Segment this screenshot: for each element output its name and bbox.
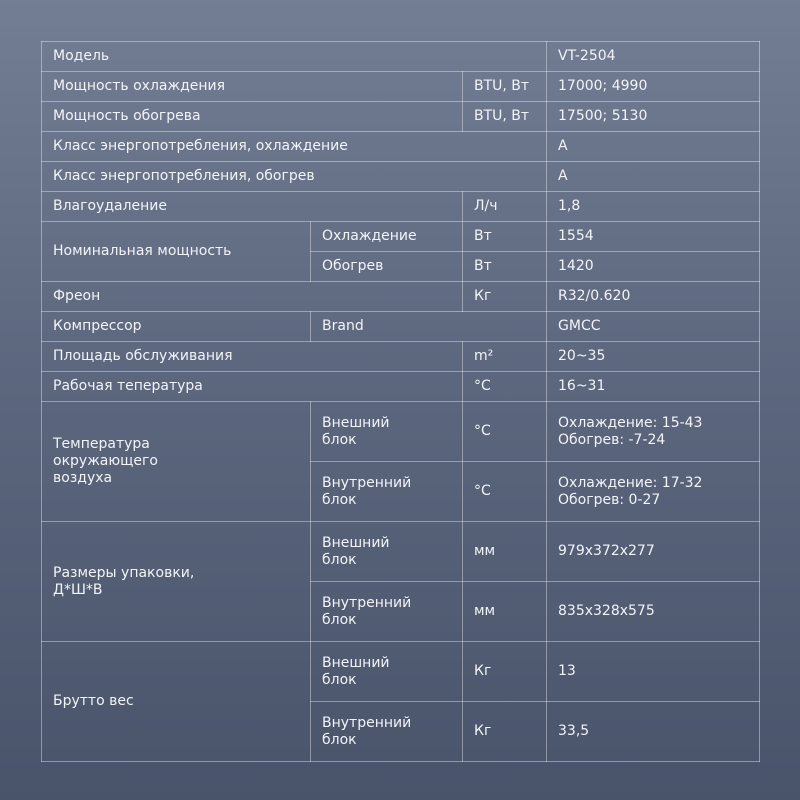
table-row-gross-weight-outdoor: [42, 642, 760, 702]
energy-class-cooling-label: Класс энергопотребления, охлаждение: [42, 132, 547, 162]
ambient-temp-indoor-unit: °C: [463, 462, 547, 522]
model-label: Модель: [42, 42, 547, 72]
energy-class-heating-label: Класс энергопотребления, обогрев: [42, 162, 547, 192]
table-row-model: [42, 42, 760, 72]
compressor-label: Компрессор: [42, 312, 311, 342]
dehumidification-unit: Л/ч: [463, 192, 547, 222]
refrigerant-value: R32/0.620: [547, 282, 760, 312]
service-area-unit: m²: [463, 342, 547, 372]
table-row-refrigerant: [42, 282, 760, 312]
nominal-power-heating-value: 1420: [547, 252, 760, 282]
energy-class-cooling-value: A: [547, 132, 760, 162]
heating-power-value: 17500; 5130: [547, 102, 760, 132]
cooling-power-value: 17000; 4990: [547, 72, 760, 102]
service-area-value: 20~35: [547, 342, 760, 372]
gross-weight-outdoor-value: 13: [547, 642, 760, 702]
gross-weight-indoor-unit: Кг: [463, 702, 547, 762]
table-row-heating-power: [42, 102, 760, 132]
cooling-power-label: Мощность охлаждения: [42, 72, 463, 102]
compressor-value: GMCC: [547, 312, 760, 342]
ambient-temp-outdoor-value: Охлаждение: 15-43 Обогрев: -7-24: [547, 402, 760, 462]
operating-temp-unit: °C: [463, 372, 547, 402]
refrigerant-label: Фреон: [42, 282, 463, 312]
table-row-nominal-power-cooling: [42, 222, 760, 252]
heating-power-label: Мощность обогрева: [42, 102, 463, 132]
table-row-energy-class-cooling: [42, 132, 760, 162]
service-area-label: Площадь обслуживания: [42, 342, 463, 372]
table-row-energy-class-heating: [42, 162, 760, 192]
package-dimensions-indoor-unit: мм: [463, 582, 547, 642]
ambient-temp-outdoor-label: Внешний блок: [311, 402, 463, 462]
package-dimensions-outdoor-label: Внешний блок: [311, 522, 463, 582]
table-row-service-area: [42, 342, 760, 372]
energy-class-heating-value: A: [547, 162, 760, 192]
table-row-cooling-power: [42, 72, 760, 102]
gross-weight-indoor-label: Внутренний блок: [311, 702, 463, 762]
compressor-brand-label: Brand: [311, 312, 547, 342]
dehumidification-value: 1,8: [547, 192, 760, 222]
nominal-power-cooling-label: Охлаждение: [311, 222, 463, 252]
operating-temp-value: 16~31: [547, 372, 760, 402]
gross-weight-outdoor-label: Внешний блок: [311, 642, 463, 702]
nominal-power-cooling-value: 1554: [547, 222, 760, 252]
package-dimensions-outdoor-value: 979x372x277: [547, 522, 760, 582]
table-row-compressor: [42, 312, 760, 342]
cooling-power-unit: BTU, Вт: [463, 72, 547, 102]
gross-weight-indoor-value: 33,5: [547, 702, 760, 762]
package-dimensions-indoor-label: Внутренний блок: [311, 582, 463, 642]
ambient-temp-indoor-label: Внутренний блок: [311, 462, 463, 522]
table-row-ambient-temp-outdoor: [42, 402, 760, 462]
package-dimensions-indoor-value: 835x328x575: [547, 582, 760, 642]
heating-power-unit: BTU, Вт: [463, 102, 547, 132]
nominal-power-cooling-unit: Вт: [463, 222, 547, 252]
table-row-operating-temp: [42, 372, 760, 402]
ambient-temp-label: Температура окружающего воздуха: [42, 402, 311, 522]
table-row-dehumidification: [42, 192, 760, 222]
gross-weight-outdoor-unit: Кг: [463, 642, 547, 702]
ambient-temp-indoor-value: Охлаждение: 17-32 Обогрев: 0-27: [547, 462, 760, 522]
specifications-table: [41, 41, 760, 762]
table-row-package-dimensions-outdoor: [42, 522, 760, 582]
ambient-temp-outdoor-unit: °C: [463, 402, 547, 462]
nominal-power-heating-label: Обогрев: [311, 252, 463, 282]
package-dimensions-outdoor-unit: мм: [463, 522, 547, 582]
nominal-power-heating-unit: Вт: [463, 252, 547, 282]
nominal-power-label: Номинальная мощность: [42, 222, 311, 282]
gross-weight-label: Брутто вес: [42, 642, 311, 762]
model-value: VT-2504: [547, 42, 760, 72]
operating-temp-label: Рабочая тепература: [42, 372, 463, 402]
dehumidification-label: Влагоудаление: [42, 192, 463, 222]
refrigerant-unit: Кг: [463, 282, 547, 312]
package-dimensions-label: Размеры упаковки, Д*Ш*В: [42, 522, 311, 642]
